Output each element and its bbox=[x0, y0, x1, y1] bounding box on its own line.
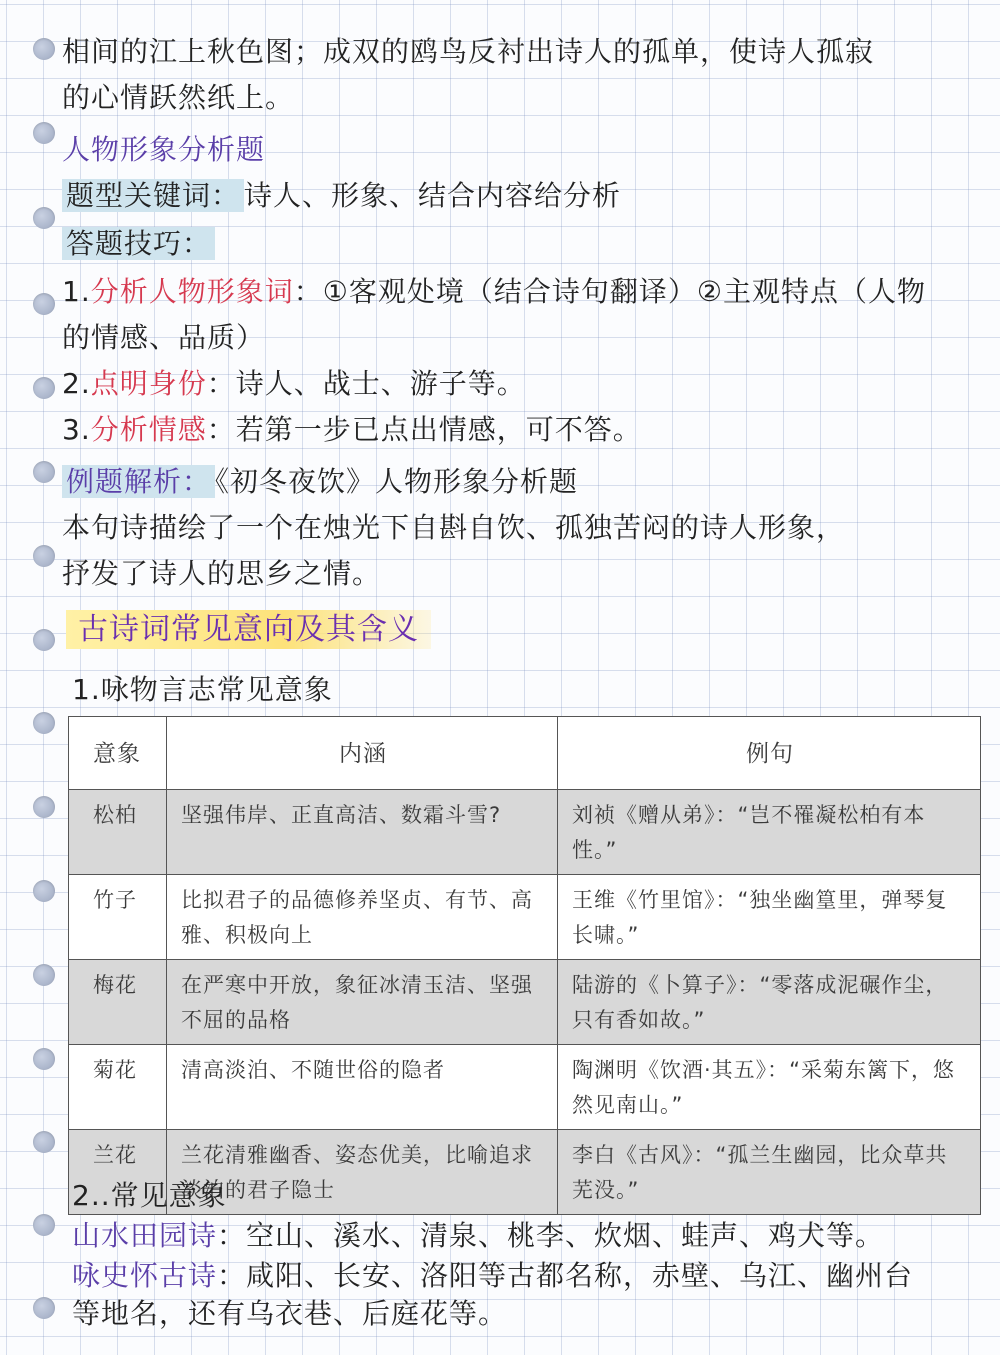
step-number: 2. bbox=[62, 367, 91, 400]
binder-hole bbox=[33, 796, 55, 818]
step-label: 分析人物形象词 bbox=[90, 275, 294, 308]
step-text: ：若第一步已点出情感，可不答。 bbox=[206, 413, 642, 446]
skills-label: 答题技巧： bbox=[62, 227, 215, 260]
history-line bbox=[72, 1254, 913, 1294]
example-answer: 抒发了诗人的思乡之情。 bbox=[62, 557, 382, 590]
image-name: 竹子 bbox=[69, 875, 167, 960]
table-row bbox=[69, 875, 981, 960]
image-name: 兰花 bbox=[69, 1130, 167, 1215]
column-header: 例句 bbox=[558, 717, 981, 790]
binder-hole bbox=[33, 712, 55, 734]
step-1-continued: 的情感、品质） bbox=[62, 321, 266, 354]
step-3 bbox=[62, 408, 642, 448]
image-meaning: 兰花清雅幽香、姿态优美，比喻追求淡泊的君子隐士 bbox=[167, 1130, 558, 1215]
example-label: 例题解析： bbox=[62, 465, 215, 498]
example-heading bbox=[62, 460, 578, 500]
binder-hole bbox=[33, 461, 55, 483]
binder-hole bbox=[33, 122, 55, 144]
imagery-table bbox=[68, 716, 981, 1215]
image-meaning: 清高淡泊、不随世俗的隐者 bbox=[167, 1045, 558, 1130]
image-meaning: 在严寒中开放，象征冰清玉洁、坚强不屈的品格 bbox=[167, 960, 558, 1045]
intro-line: 相间的江上秋色图；成双的鸥鸟反衬出诗人的孤单，使诗人孤寂 bbox=[62, 35, 875, 68]
section-heading: 古诗词常见意向及其含义 bbox=[66, 610, 431, 649]
section-heading: 人物形象分析题 bbox=[62, 133, 266, 166]
landscape-line bbox=[72, 1214, 884, 1254]
subheading: 1.咏物言志常见意象 bbox=[72, 673, 333, 706]
category-label: 山水田园诗 bbox=[72, 1219, 218, 1252]
image-name: 松柏 bbox=[69, 790, 167, 875]
step-label: 分析情感 bbox=[90, 413, 207, 446]
history-line-continued: 等地名，还有乌衣巷、后庭花等。 bbox=[72, 1297, 508, 1330]
binder-hole bbox=[33, 377, 55, 399]
image-example: 王维《竹里馆》：“独坐幽篁里，弹琴复长啸。” bbox=[558, 875, 981, 960]
step-number: 3. bbox=[62, 413, 91, 446]
binder-hole bbox=[33, 880, 55, 902]
keywords-line bbox=[62, 174, 621, 214]
binder-hole bbox=[33, 545, 55, 567]
step-number: 1. bbox=[62, 275, 91, 308]
binder-hole bbox=[33, 293, 55, 315]
binder-hole bbox=[33, 1131, 55, 1153]
image-example: 刘祯《赠从弟》：“岂不罹凝松柏有本性。” bbox=[558, 790, 981, 875]
image-example: 陶渊明《饮酒·其五》：“采菊东篱下，悠然见南山。” bbox=[558, 1045, 981, 1130]
step-1 bbox=[62, 270, 926, 310]
example-answer: 本句诗描绘了一个在烛光下自斟自饮、孤独苦闷的诗人形象， bbox=[62, 511, 846, 544]
binder-hole bbox=[33, 1214, 55, 1236]
image-meaning: 比拟君子的品德修养坚贞、有节、高雅、积极向上 bbox=[167, 875, 558, 960]
table-row bbox=[69, 790, 981, 875]
binder-hole bbox=[33, 207, 55, 229]
imagery-heading-line bbox=[66, 604, 431, 648]
example-title: 《初冬夜饮》人物形象分析题 bbox=[215, 465, 579, 498]
table-row bbox=[69, 960, 981, 1045]
step-2 bbox=[62, 362, 526, 402]
category-text: ：咸阳、长安、洛阳等古都名称，赤壁、乌江、幽州台 bbox=[217, 1259, 914, 1292]
category-text: ：空山、溪水、清泉、桃李、炊烟、蛙声、鸡犬等。 bbox=[217, 1219, 885, 1252]
skills-line bbox=[62, 222, 215, 262]
image-example: 李白《古风》：“孤兰生幽园，比众草共芜没。” bbox=[558, 1130, 981, 1215]
binder-hole bbox=[33, 1048, 55, 1070]
step-text: ：诗人、战士、游子等。 bbox=[206, 367, 526, 400]
keywords-label: 题型关键词： bbox=[62, 179, 244, 212]
image-meaning: 坚强伟岸、正直高洁、数霜斗雪? bbox=[167, 790, 558, 875]
step-label: 点明身份 bbox=[90, 367, 207, 400]
binder-hole bbox=[33, 1297, 55, 1319]
category-label: 咏史怀古诗 bbox=[72, 1259, 218, 1292]
intro-line: 的心情跃然纸上。 bbox=[62, 81, 295, 114]
binder-hole bbox=[33, 38, 55, 60]
subheading: 2..常见意象 bbox=[72, 1179, 227, 1212]
table-row bbox=[69, 1045, 981, 1130]
image-name: 梅花 bbox=[69, 960, 167, 1045]
binder-hole bbox=[33, 629, 55, 651]
step-text: ：①客观处境（结合诗句翻译）②主观特点（人物 bbox=[293, 275, 926, 308]
column-header: 意象 bbox=[69, 717, 167, 790]
image-name: 菊花 bbox=[69, 1045, 167, 1130]
keywords-text: 诗人、形象、结合内容给分析 bbox=[244, 179, 622, 212]
image-example: 陆游的《卜算子》：“零落成泥碾作尘，只有香如故。” bbox=[558, 960, 981, 1045]
column-header: 内涵 bbox=[167, 717, 558, 790]
binder-hole bbox=[33, 964, 55, 986]
